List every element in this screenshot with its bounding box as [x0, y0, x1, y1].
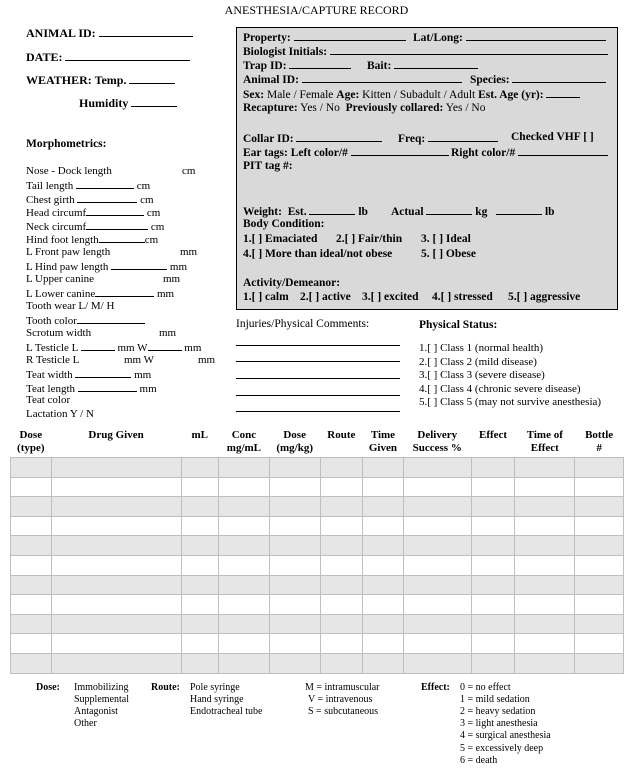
pit-tag-field[interactable]: PIT tag #: — [243, 160, 293, 172]
bc-more-than-ideal-checkbox[interactable]: 4.[ ] More than ideal/not obese — [243, 248, 393, 260]
drug-table-cell[interactable] — [51, 575, 181, 595]
drug-table-header — [11, 429, 624, 458]
act-excited-checkbox[interactable]: 3.[ ] excited — [362, 291, 419, 303]
drug-table-cell[interactable] — [181, 634, 219, 654]
drug-table-cell[interactable] — [515, 516, 575, 536]
drug-table-cell[interactable] — [320, 653, 363, 673]
morph-row-front-paw[interactable]: L Front paw length mm — [26, 246, 198, 258]
act-active-checkbox[interactable]: 2.[ ] active — [300, 291, 351, 303]
status-class-1-checkbox[interactable]: 1.[ ] Class 1 (normal health) — [419, 342, 544, 354]
ear-tag-right-field[interactable]: Right color/# — [451, 145, 608, 159]
drug-table-cell[interactable] — [471, 614, 515, 634]
drug-table-cell[interactable] — [403, 536, 471, 556]
drug-table-cell[interactable] — [575, 653, 624, 673]
temp-line — [129, 73, 175, 84]
sex-options[interactable]: Male / Female — [266, 89, 334, 101]
date-line — [65, 50, 190, 61]
body-condition-heading: Body Condition: — [243, 218, 325, 230]
bc-fair-thin-checkbox[interactable]: 2.[ ] Fair/thin — [336, 233, 403, 245]
drug-table-cell[interactable] — [219, 477, 270, 497]
drug-table-cell[interactable] — [471, 477, 515, 497]
drug-table-cell[interactable] — [269, 536, 320, 556]
drug-table-cell[interactable] — [269, 555, 320, 575]
bc-emaciated-checkbox[interactable]: 1.[ ] Emaciated — [243, 233, 318, 245]
humidity-label: Humidity — [79, 96, 129, 110]
legend-dose-other: Other — [74, 718, 97, 729]
drug-table-cell[interactable] — [11, 634, 52, 654]
animal-id-line — [99, 26, 193, 37]
status-class-4-checkbox[interactable]: 4.[ ] Class 4 (chronic severe disease) — [419, 383, 581, 395]
drug-table-cell[interactable] — [51, 555, 181, 575]
legend-effect-3: 3 = light anesthesia — [460, 718, 538, 729]
drug-table-cell[interactable] — [320, 555, 363, 575]
drug-table-cell[interactable] — [219, 516, 270, 536]
drug-table-cell[interactable] — [181, 536, 219, 556]
act-calm-checkbox[interactable]: 1.[ ] calm — [243, 291, 289, 303]
drug-table-cell[interactable] — [320, 536, 363, 556]
freq-field[interactable]: Freq: — [398, 131, 498, 145]
legend-effect-5: 5 = excessively deep — [460, 743, 544, 754]
drug-table-row — [11, 653, 624, 673]
drug-table-cell[interactable] — [181, 575, 219, 595]
prev-collared-options[interactable]: Yes / No — [445, 102, 486, 114]
drug-table-cell[interactable] — [515, 555, 575, 575]
morph-row-hind-foot[interactable]: Hind foot length cm — [26, 234, 159, 246]
drug-table-cell[interactable] — [51, 595, 181, 615]
col-effect: Effect — [478, 429, 508, 441]
drug-table-cell[interactable] — [471, 634, 515, 654]
legend-dose-supplemental: Supplemental — [74, 694, 129, 705]
legend-route-hand: Hand syringe — [190, 694, 244, 705]
trap-id-field[interactable]: Trap ID: — [243, 58, 351, 72]
morph-row-neck[interactable]: Neck circumf cm — [26, 221, 165, 233]
drug-table-cell[interactable] — [575, 575, 624, 595]
drug-table-cell[interactable] — [575, 614, 624, 634]
drug-table-cell[interactable] — [471, 555, 515, 575]
drug-table-cell[interactable] — [181, 555, 219, 575]
legend-route-endotracheal: Endotracheal tube — [190, 706, 263, 717]
drug-table-cell[interactable] — [471, 516, 515, 536]
drug-table-cell[interactable] — [219, 653, 270, 673]
drug-table-cell[interactable] — [51, 614, 181, 634]
drug-table-cell[interactable] — [363, 458, 404, 478]
drug-table-row — [11, 458, 624, 478]
date-field[interactable] — [26, 50, 190, 65]
drug-table-cell[interactable] — [575, 477, 624, 497]
drug-table-row — [11, 555, 624, 575]
drug-table-cell[interactable] — [269, 516, 320, 536]
drug-table-cell[interactable] — [269, 477, 320, 497]
col-time-given: Time Given — [368, 429, 397, 454]
drug-table-cell[interactable] — [219, 595, 270, 615]
humidity-line — [131, 96, 177, 107]
drug-table-cell[interactable] — [403, 614, 471, 634]
date-label: DATE: — [26, 50, 63, 64]
morph-row-nose-dock[interactable]: Nose - Dock length cm — [26, 165, 196, 177]
drug-table-cell[interactable] — [403, 634, 471, 654]
drug-table-cell[interactable] — [515, 595, 575, 615]
drug-table-cell[interactable] — [11, 477, 52, 497]
morph-row-r-testicle[interactable]: R Testicle L mm W mm — [26, 354, 216, 366]
drug-table-cell[interactable] — [219, 575, 270, 595]
drug-table-cell[interactable] — [11, 614, 52, 634]
drug-table-cell[interactable] — [363, 516, 404, 536]
col-drug-given: Drug Given — [88, 429, 144, 441]
col-delivery-success: Delivery Success % — [412, 429, 462, 454]
drug-table-cell[interactable] — [51, 516, 181, 536]
physical-status-heading: Physical Status: — [419, 319, 498, 331]
drug-table-cell[interactable] — [181, 477, 219, 497]
drug-table-cell[interactable] — [269, 497, 320, 517]
drug-table-cell[interactable] — [51, 634, 181, 654]
drug-table-cell[interactable] — [269, 458, 320, 478]
drug-table-cell[interactable] — [11, 536, 52, 556]
animal-id-label: ANIMAL ID: — [26, 26, 96, 40]
collar-id-field[interactable]: Collar ID: — [243, 131, 382, 145]
legend-effect-4: 4 = surgical anesthesia — [460, 730, 551, 741]
drug-table-cell[interactable] — [269, 614, 320, 634]
panel-animal-id-field[interactable]: Animal ID: — [243, 72, 462, 86]
checked-vhf-checkbox[interactable]: Checked VHF [ ] — [511, 131, 594, 143]
drug-table-cell[interactable] — [269, 575, 320, 595]
drug-table-cell[interactable] — [51, 653, 181, 673]
morphometrics-heading: Morphometrics: — [26, 138, 107, 150]
drug-table-cell[interactable] — [575, 595, 624, 615]
injuries-line-2[interactable] — [236, 361, 400, 362]
drug-table-row — [11, 536, 624, 556]
drug-table-cell[interactable] — [403, 477, 471, 497]
drug-table-cell[interactable] — [363, 555, 404, 575]
drug-table-cell[interactable] — [363, 477, 404, 497]
temp-field[interactable] — [26, 73, 175, 88]
drug-table-cell[interactable] — [11, 458, 52, 478]
legend-route-sc: S = subcutaneous — [308, 706, 379, 717]
drug-table-cell[interactable] — [219, 497, 270, 517]
morph-row-hind-paw[interactable]: L Hind paw length mm — [26, 261, 188, 273]
sex-age-row[interactable]: Sex: Male / Female Age: Kitten / Subadult / Adult Est. Age (yr): — [243, 87, 580, 101]
injuries-line-5[interactable] — [236, 411, 400, 412]
drug-table-cell[interactable] — [219, 555, 270, 575]
legend-dose-immobilizing: Immobilizing — [74, 682, 129, 693]
morph-row-scrotum[interactable]: Scrotum width mm — [26, 327, 177, 339]
drug-table-row — [11, 516, 624, 536]
morph-row-teat-width[interactable]: Teat width mm — [26, 369, 152, 381]
drug-table-cell[interactable] — [363, 595, 404, 615]
injuries-line-3[interactable] — [236, 378, 400, 379]
legend-route-iv: V = intravenous — [308, 694, 373, 705]
species-field[interactable]: Species: — [470, 72, 606, 86]
drug-table-cell[interactable] — [320, 634, 363, 654]
humidity-field[interactable] — [79, 96, 177, 111]
recapture-options[interactable]: Yes / No — [300, 102, 340, 114]
morph-row-l-testicle[interactable]: L Testicle L mm W mm — [26, 342, 202, 354]
act-stressed-checkbox[interactable]: 4.[ ] stressed — [432, 291, 493, 303]
drug-table-cell[interactable] — [575, 516, 624, 536]
legend-effect-1: 1 = mild sedation — [460, 694, 530, 705]
activity-heading: Activity/Demeanor: — [243, 277, 341, 289]
weight-row[interactable]: Weight: Est. lb Actual kg lb — [243, 206, 555, 218]
drug-table-cell[interactable] — [515, 458, 575, 478]
biologist-field[interactable]: Biologist Initials: — [243, 44, 608, 58]
status-class-3-checkbox[interactable]: 3.[ ] Class 3 (severe disease) — [419, 369, 545, 381]
drug-table-cell[interactable] — [363, 614, 404, 634]
drug-table-cell[interactable] — [403, 555, 471, 575]
col-dose-mgkg: Dose (mg/kg) — [276, 429, 313, 454]
col-ml: mL — [191, 429, 209, 441]
legend-route-pole: Pole syringe — [190, 682, 240, 693]
morph-row-lactation[interactable]: Lactation Y / N — [26, 408, 94, 420]
drug-table-cell[interactable] — [575, 634, 624, 654]
bc-ideal-checkbox[interactable]: 3. [ ] Ideal — [421, 233, 471, 245]
drug-table-cell[interactable] — [181, 595, 219, 615]
drug-table-cell[interactable] — [320, 575, 363, 595]
drug-table-cell[interactable] — [515, 536, 575, 556]
drug-table-cell[interactable] — [403, 653, 471, 673]
morph-row-tail[interactable]: Tail length cm — [26, 180, 151, 192]
drug-table-cell[interactable] — [11, 653, 52, 673]
page-title: ANESTHESIA/CAPTURE RECORD — [224, 3, 409, 17]
drug-table-cell[interactable] — [219, 536, 270, 556]
legend-route-label: Route: — [151, 682, 180, 693]
morph-row-chest[interactable]: Chest girth cm — [26, 194, 154, 206]
morph-row-head[interactable]: Head circumf cm — [26, 207, 161, 219]
drug-table-cell[interactable] — [363, 653, 404, 673]
drug-table-cell[interactable] — [575, 555, 624, 575]
drug-table-cell[interactable] — [269, 653, 320, 673]
morph-row-teat-color[interactable]: Teat color — [26, 394, 71, 406]
status-class-5-checkbox[interactable]: 5.[ ] Class 5 (may not survive anesthesia) — [419, 396, 602, 408]
legend-effect-label: Effect: — [421, 682, 450, 693]
drug-table-cell[interactable] — [320, 477, 363, 497]
drug-table-row — [11, 575, 624, 595]
drug-table-cell[interactable] — [219, 634, 270, 654]
drug-table-cell[interactable] — [575, 458, 624, 478]
drug-table-cell[interactable] — [51, 458, 181, 478]
status-class-2-checkbox[interactable]: 2.[ ] Class 2 (mild disease) — [419, 356, 537, 368]
drug-table-cell[interactable] — [471, 536, 515, 556]
drug-table-cell[interactable] — [219, 458, 270, 478]
drug-table-cell[interactable] — [11, 497, 52, 517]
morph-row-lower-canine[interactable]: L Lower canine mm — [26, 288, 175, 300]
drug-table-cell[interactable] — [320, 614, 363, 634]
drug-table-cell[interactable] — [181, 458, 219, 478]
injuries-line-4[interactable] — [236, 395, 400, 396]
drug-table-row — [11, 497, 624, 517]
drug-table-cell[interactable] — [11, 595, 52, 615]
legend-effect-6: 6 = death — [460, 755, 498, 766]
drug-table-cell[interactable] — [320, 516, 363, 536]
drug-table-cell[interactable] — [363, 634, 404, 654]
drug-table-cell[interactable] — [515, 575, 575, 595]
drug-table-cell[interactable] — [515, 497, 575, 517]
drug-table-cell[interactable] — [320, 497, 363, 517]
drug-table-cell[interactable] — [363, 575, 404, 595]
injuries-heading: Injuries/Physical Comments: — [236, 318, 370, 330]
drug-table-cell[interactable] — [515, 634, 575, 654]
drug-table-cell[interactable] — [471, 458, 515, 478]
drug-table-cell[interactable] — [219, 614, 270, 634]
drug-table-cell[interactable] — [403, 575, 471, 595]
drug-table-row — [11, 614, 624, 634]
drug-table-cell[interactable] — [363, 536, 404, 556]
animal-id-field[interactable] — [26, 26, 193, 41]
col-bottle: Bottle # — [585, 429, 614, 454]
drug-table-cell[interactable] — [575, 536, 624, 556]
legend-dose-label: Dose: — [36, 682, 60, 693]
property-field[interactable]: Property: — [243, 30, 406, 44]
morph-row-upper-canine[interactable]: L Upper canine mm — [26, 273, 181, 285]
drug-table-cell[interactable] — [11, 575, 52, 595]
drug-table-row — [11, 634, 624, 654]
col-route: Route — [327, 429, 356, 441]
drug-table-cell[interactable] — [11, 516, 52, 536]
morph-row-tooth-color[interactable]: Tooth color — [26, 313, 145, 327]
capture-info-panel — [236, 27, 618, 310]
legend-effect-0: 0 = no effect — [460, 682, 511, 693]
col-conc: Conc mg/mL — [226, 429, 262, 454]
drug-table-cell[interactable] — [403, 516, 471, 536]
drug-table-cell[interactable] — [11, 555, 52, 575]
drug-table-cell[interactable] — [471, 653, 515, 673]
drug-table-cell[interactable] — [181, 614, 219, 634]
drug-table-cell[interactable] — [471, 595, 515, 615]
injuries-line-1[interactable] — [236, 345, 400, 346]
drug-table-cell[interactable] — [51, 477, 181, 497]
morph-row-teat-length[interactable]: Teat length mm — [26, 383, 157, 395]
legend-dose-antagonist: Antagonist — [74, 706, 118, 717]
drug-table-row — [11, 477, 624, 497]
drug-table-cell[interactable] — [471, 575, 515, 595]
recapture-row[interactable]: Recapture: Yes / No Previously collared: Yes / No — [243, 102, 486, 114]
drug-table-row — [11, 595, 624, 615]
drug-table-cell[interactable] — [51, 497, 181, 517]
drug-table-cell[interactable] — [51, 536, 181, 556]
temp-label: WEATHER: Temp. — [26, 73, 127, 87]
col-dose-type: Dose (type) — [17, 429, 45, 454]
latlong-field[interactable]: Lat/Long: — [413, 30, 606, 44]
drug-table-cell[interactable] — [403, 595, 471, 615]
drug-table-cell[interactable] — [320, 595, 363, 615]
drug-table-cell[interactable] — [403, 458, 471, 478]
morph-row-tooth-wear[interactable]: Tooth wear L/ M/ H — [26, 300, 115, 312]
drug-table-cell[interactable] — [181, 497, 219, 517]
drug-table-cell[interactable] — [363, 497, 404, 517]
drug-table-cell[interactable] — [403, 497, 471, 517]
drug-table-cell[interactable] — [515, 614, 575, 634]
drug-table-cell[interactable] — [515, 653, 575, 673]
legend-effect-2: 2 = heavy sedation — [460, 706, 536, 717]
drug-table-cell[interactable] — [320, 458, 363, 478]
drug-table-cell[interactable] — [575, 497, 624, 517]
drug-table-cell[interactable] — [269, 634, 320, 654]
legend-route-im: M = intramuscular — [305, 682, 380, 693]
bait-field[interactable]: Bait: — [367, 58, 478, 72]
drug-table — [10, 429, 624, 674]
drug-table-body — [11, 458, 624, 674]
act-aggressive-checkbox[interactable]: 5.[ ] aggressive — [508, 291, 581, 303]
drug-table-cell[interactable] — [471, 497, 515, 517]
ear-tag-left-field[interactable]: Ear tags: Left color/# — [243, 145, 449, 159]
drug-table-cell[interactable] — [181, 516, 219, 536]
drug-table-cell[interactable] — [181, 653, 219, 673]
col-time-of-effect: Time of Effect — [526, 429, 563, 454]
age-options[interactable]: Kitten / Subadult / Adult — [362, 89, 476, 101]
drug-table-cell[interactable] — [515, 477, 575, 497]
drug-table-cell[interactable] — [269, 595, 320, 615]
bc-obese-checkbox[interactable]: 5. [ ] Obese — [421, 248, 476, 260]
